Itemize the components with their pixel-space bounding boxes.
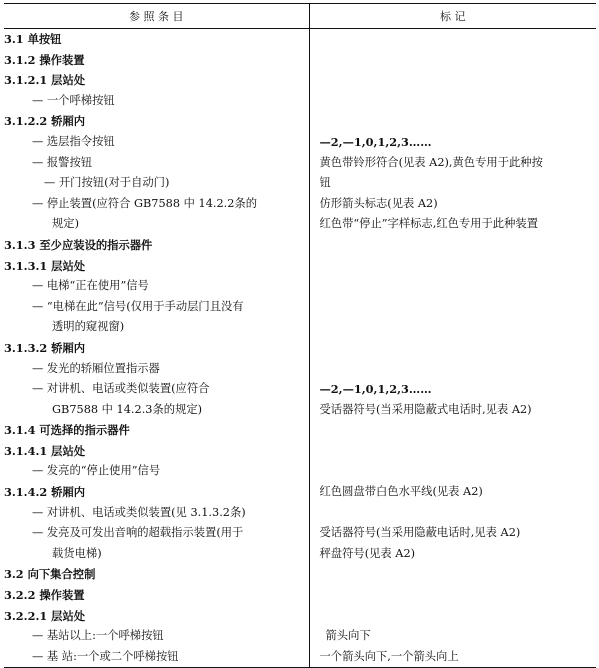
marking-cell: 受话器符号(当采用隐蔽式电话时,见表 A2) xyxy=(319,402,532,416)
clause-heading: 3.1.2.1 层站处 xyxy=(4,73,86,88)
clause-item: — 基 站:一个或二个呼梯按钮 xyxy=(32,649,179,663)
clause-item: — 电梯“正在使用”信号 xyxy=(32,279,149,293)
clause-item: — 选层指令按钮 xyxy=(32,134,115,148)
clause-heading: 3.1.4.1 层站处 xyxy=(4,443,86,458)
table-header-row xyxy=(4,4,596,29)
marking-column xyxy=(309,29,596,668)
clause-heading: 3.1 单按钮 xyxy=(4,32,62,46)
clause-item-continuation: 载货电梯) xyxy=(52,546,102,560)
marking-cell xyxy=(310,338,597,359)
clause-item: — 报警按钮 xyxy=(32,155,93,169)
marking-cell: 仿形箭头标志(见表 A2) xyxy=(319,196,438,210)
clause-heading: 3.1.2 操作装置 xyxy=(4,52,85,67)
marking-cell xyxy=(310,50,597,71)
marking-cell xyxy=(310,256,597,277)
marking-cell: 受话器符号(当采用隐蔽电话时,见表 A2) xyxy=(319,526,521,540)
marking-cell: 钮 xyxy=(319,176,331,190)
clause-item: — 基站以上:一个呼梯按钮 xyxy=(32,629,164,643)
marking-cell: —2,—1,0,1,2,3…… xyxy=(319,134,432,149)
marking-cell xyxy=(310,70,597,91)
marking-cell xyxy=(310,235,597,256)
marking-cell xyxy=(310,420,597,441)
marking-cell xyxy=(310,91,597,112)
clause-item-continuation: GB7588 中 14.2.3条的规定) xyxy=(52,402,203,416)
clause-item-continuation: 透明的窥视窗) xyxy=(52,320,125,334)
marking-cell xyxy=(310,111,597,132)
marking-cell: 黄色带铃形符合(见表 A2),黄色专用于此种按 xyxy=(319,155,543,169)
marking-cell xyxy=(310,29,597,50)
clause-item: — 发光的轿厢位置指示器 xyxy=(32,361,160,375)
standard-table-document xyxy=(4,3,596,663)
reference-marking-table xyxy=(4,3,596,668)
marking-cell: —2,—1,0,1,2,3…… xyxy=(319,382,432,397)
clause-item-continuation: 规定) xyxy=(52,217,80,231)
clause-item: — 停止装置(应符合 GB7588 中 14.2.2条的 xyxy=(32,196,258,210)
clause-heading: 3.2.2.1 层站处 xyxy=(4,608,86,623)
clause-item: — 开门按钮(对于自动门) xyxy=(44,176,170,190)
marking-cell: 红色带“停止”字样标志,红色专用于此种装置 xyxy=(319,217,538,231)
marking-cell xyxy=(310,317,597,338)
marking-cell xyxy=(310,606,597,627)
header-reference-clause: 参 照 条 目 xyxy=(4,4,309,29)
clause-item: — “电梯在此”信号(仅用于手动层门且没有 xyxy=(32,299,244,313)
marking-cell: 秤盘符号(见表 A2) xyxy=(319,546,416,560)
marking-cell xyxy=(310,359,597,380)
clause-heading: 3.2 向下集合控制 xyxy=(4,567,96,582)
clause-heading: 3.2.2 操作装置 xyxy=(4,588,85,603)
marking-cell: 红色圆盘带白色水平线(见表 A2) xyxy=(319,485,483,499)
clause-heading: 3.1.4 可选择的指示器件 xyxy=(4,423,130,438)
marking-cell xyxy=(310,461,597,482)
marking-cell: 一个箭头向下,一个箭头向上 xyxy=(319,649,459,663)
clause-heading: 3.1.3 至少应装设的指示器件 xyxy=(4,237,153,252)
clause-item: — 对讲机、电话或类似装置(见 3.1.3.2条) xyxy=(32,505,246,519)
marking-cell xyxy=(310,564,597,585)
clause-item: — 发亮及可发出音响的超载指示装置(用于 xyxy=(32,526,244,540)
marking-cell xyxy=(310,297,597,318)
reference-column xyxy=(4,29,309,668)
clause-heading: 3.1.3.2 轿厢内 xyxy=(4,340,86,355)
marking-cell: 箭头向下 xyxy=(325,629,371,643)
marking-cell xyxy=(310,585,597,606)
marking-cell xyxy=(310,276,597,297)
clause-item: — 对讲机、电话或类似装置(应符合 xyxy=(32,382,210,396)
header-marking: 标 记 xyxy=(309,4,596,29)
marking-cell xyxy=(310,503,597,524)
clause-heading: 3.1.2.2 轿厢内 xyxy=(4,114,86,129)
clause-heading: 3.1.4.2 轿厢内 xyxy=(4,485,86,500)
clause-item: — 发亮的“停止使用”信号 xyxy=(32,464,161,478)
marking-cell xyxy=(310,441,597,462)
table-body-row xyxy=(4,29,596,668)
clause-heading: 3.1.3.1 层站处 xyxy=(4,258,86,273)
clause-item: — 一个呼梯按钮 xyxy=(32,93,115,107)
